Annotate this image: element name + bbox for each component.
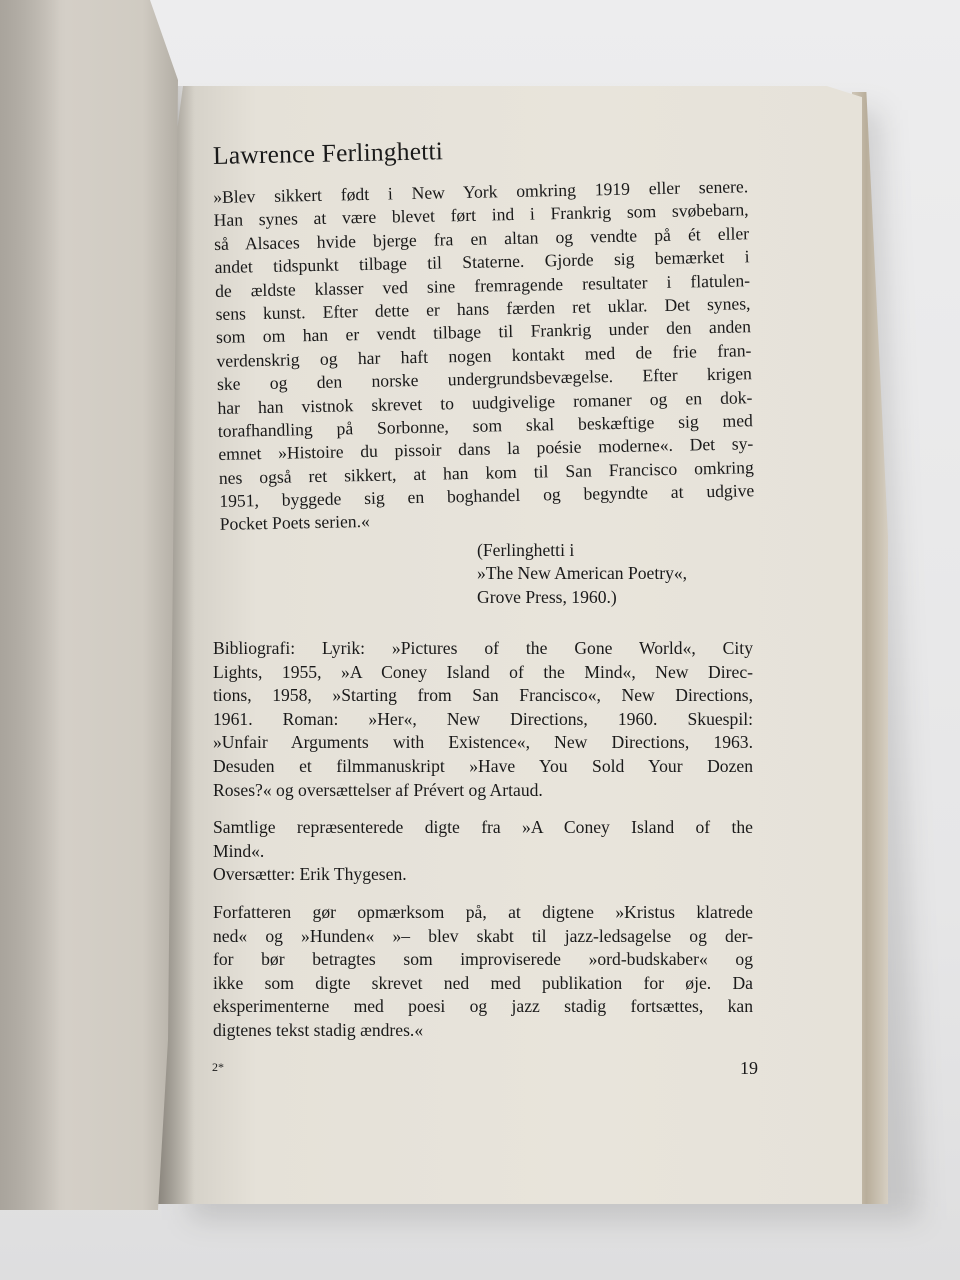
bibliography-line: Roses?« og oversættelser af Prévert og Artaud. [213,779,543,800]
author-note-line: for bør betragtes som improviserede »ord-budskaber« og [213,949,753,970]
bio-line: »Blev sikkert født i New York omkring 1919 eller senere. [213,176,749,207]
bio-line: verdenskrig og har haft nogen kontakt med de frie fran- [216,339,752,371]
bio-line: 1951, byggede sig en boghandel og begyndte at udgive [219,480,755,512]
bio-paragraph [213,175,755,537]
bio-line: som om han er vendt tilbage til Frankrig under den anden [215,316,752,348]
bibliography-line: 1961. Roman: »Her«, New Directions, 1960. Skuespil: [213,708,753,729]
page-number: 19 [740,1058,758,1078]
page-text [212,136,755,1043]
bio-line: ske og den norske undergrundsbevægelse. Efter krigen [216,363,753,395]
author-note-line: ikke som digte skrevet ned med publikation for øje. Da [213,972,753,993]
bibliography-line: Desuden et filmmanuskript »Have You Sold Your Dozen [213,756,753,777]
bibliography-line: tions, 1958, »Starting from San Francisco«, New Directions, [213,685,753,706]
selection-line: Samtlige repræsenterede digte fra »A Coney Island of the [213,817,753,838]
bio-line: nes også ret sikkert, at han kom til San Francisco omkring [218,456,754,488]
bio-line: andet tidspunkt tilbage til Staterne. Gjorde sig bemærket i [214,246,750,278]
citation-line: (Ferlinghetti i [477,539,575,560]
bio-line: torafhandling på Sorbonne, som skal beskæftige sig med [217,410,754,441]
bio-line: emnet »Histoire du pissoir dans la poésie moderne«. Det sy- [218,433,754,465]
author-note-line: Forfatteren gør opmærksom på, at digtene »Kristus klatrede [213,902,753,923]
selection-line: Mind«. [213,840,265,861]
author-note-line: eksperimenterne med poesi og jazz stadig fortsættes, kan [213,996,753,1017]
author-note-line: digtenes tekst stadig ændres.« [213,1019,424,1040]
bibliography-paragraph [213,637,753,802]
left-page-shadow [0,0,60,1210]
bio-line: har han vistnok skrevet to uudgivelige romaner og en dok- [217,386,753,418]
translator-line: Oversætter: Erik Thygesen. [213,864,407,885]
author-note-paragraph [213,901,753,1043]
bio-line: så Alsaces hvide bjerge fra en altan og vendte på ét eller [213,223,750,254]
citation [477,539,753,609]
page-title: Lawrence Ferlinghetti [212,136,444,170]
left-page [0,0,190,1210]
bio-line: sens kunst. Efter dette er hans færden ret uklar. Det synes, [215,293,751,324]
author-note-line: ned« og »Hunden« »– blev skabt til jazz-ledsagelse og der- [213,925,753,946]
bibliography-line: Bibliografi: Lyrik: »Pictures of the Gone World«, City [213,638,753,659]
bio-line: de ældste klasser ved sine fremragende resultater i flatulen- [214,269,751,301]
bibliography-line: »Unfair Arguments with Existence«, New Directions, 1963. [213,732,753,753]
citation-line: Grove Press, 1960.) [477,586,617,607]
selection-paragraph [213,816,753,887]
bio-line: Han synes at være blevet ført ind i Frankrig som svøbebarn, [213,199,749,231]
bibliography-line: Lights, 1955, »A Coney Island of the Mind«, New Direc- [213,661,753,682]
citation-line: »The New American Poetry«, [477,563,688,584]
signature-mark: 2* [212,1060,224,1074]
bio-line: Pocket Poets serien.« [219,511,370,535]
